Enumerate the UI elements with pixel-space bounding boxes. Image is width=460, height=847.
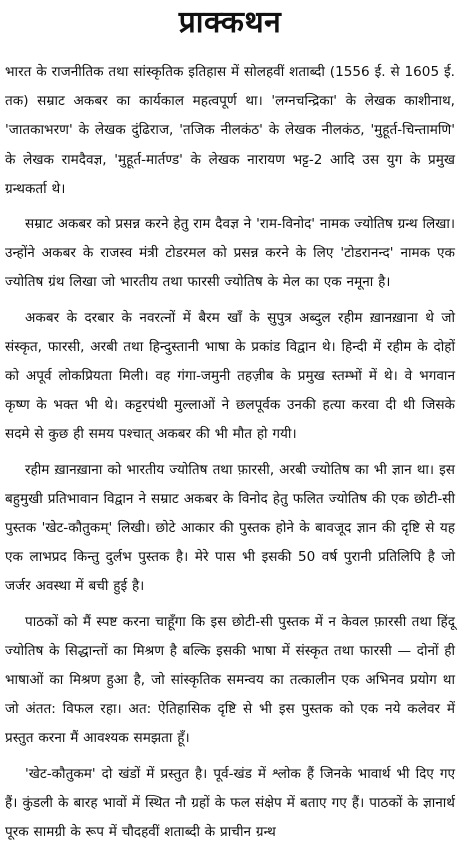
page-title: प्राक्कथन [178, 5, 282, 40]
paragraph-1: भारत के राजनीतिक तथा सांस्कृतिक इतिहास में सोलहवीं शताब्दी (1556 ई. से 1605 ई. तक) सम्राट अकबर का कार्यकाल महत्वपूर्ण था। 'लग्नचन्द्रिका' के लेखक काशीनाथ, 'जातकाभरण' के लेखक दुंढिराज, 'तजिक नीलकंठ' के लेखक नीलकंठ, 'मुहूर्त-चिन्तामणि' के लेखक रामदैवज्ञ, 'मुहूर्त-मार्तण्ड' के लेखक नारायण भट्ट-2 आदि उस युग के प्रमुख ग्रन्थकर्ता थे। [5, 64, 455, 197]
paragraph-5: पाठकों को मैं स्पष्ट करना चाहूँगा कि इस छोटी-सी पुस्तक में न केवल फ़ारसी तथा हिंदू ज्योतिष के सिद्धान्तों का मिश्रण है बल्कि इसकी भाषा में संस्कृत तथा फारसी — दोनों ही भाषाओं का मिश्रण हुआ है, जो सांस्कृतिक समन्वय का तत्कालीन एक अभिनव प्रयोग था जो अंतत: विफल रहा। अत: ऐतिहासिक दृष्टि से भी इस पुस्तक को एक नये कलेवर में प्रस्तुत करना मैं आवश्यक समझता हूँ। [5, 613, 455, 747]
paragraph-3: अकबर के दरबार के नवरत्नों में बैरम खाँ के सुपुत्र अब्दुल रहीम ख़ानख़ाना थे जो संस्कृत, फारसी, अरबी तथा हिन्दुस्तानी भाषा के प्रकांड विद्वान थे। हिन्दी में रहीम के दोहों को अपूर्व लोकप्रियता मिली। वह गंगा-जमुनी तहज़ीब के प्रमुख स्तम्भों में थे। वे भगवान कृष्ण के भक्त भी थे। कट्टरपंथी मुल्लाओं ने छलपूर्वक उनकी हत्या करवा दी थी जिसके सदमे से कुछ ही समय पश्चात् अकबर की भी मौत हो गयी। [5, 309, 455, 443]
paragraph-6: 'खेट-कौतुकम' दो खंडों में प्रस्तुत है। पूर्व-खंड में श्लोक हैं जिनके भावार्थ भी दिए गए हैं। कुंडली के बारह भावों में स्थित नौ ग्रहों के फल संक्षेप में बताए गए हैं। पाठकों के ज्ञानार्थ पूरक सामग्री के रूप में चौदहवीं शताब्दी के प्राचीन ग्रन्थ [5, 765, 455, 841]
paragraph-4: रहीम ख़ानख़ाना को भारतीय ज्योतिष तथा फ़ारसी, अरबी ज्योतिष का भी ज्ञान था। इस बहुमुखी प्रतिभावान विद्वान ने सम्राट अकबर के विनोद हेतु फलित ज्योतिष की एक छोटी-सी पुस्तक 'खेट-कौतुकम्' लिखी। छोटे आकार की पुस्तक होने के बावजूद ज्ञान की दृष्टि से यह एक लाभप्रद किन्तु दुर्लभ पुस्तक है। मेरे पास भी इसकी 50 वर्ष पुरानी प्रतिलिपि है जो जर्जर अवस्था में बची हुई है। [5, 461, 455, 595]
paragraph-2: सम्राट अकबर को प्रसन्न करने हेतु राम दैवज्ञ ने 'राम-विनोद' नामक ज्योतिष ग्रन्थ लिखा। उन्होंने अकबर के राजस्व मंत्री टोडरमल को प्रसन्न करने के लिए 'टोडरानन्द' नामक एक ज्योतिष ग्रंथ लिखा जो भारतीय तथा फारसी ज्योतिष के मेल का एक नमूना है। [5, 216, 455, 291]
